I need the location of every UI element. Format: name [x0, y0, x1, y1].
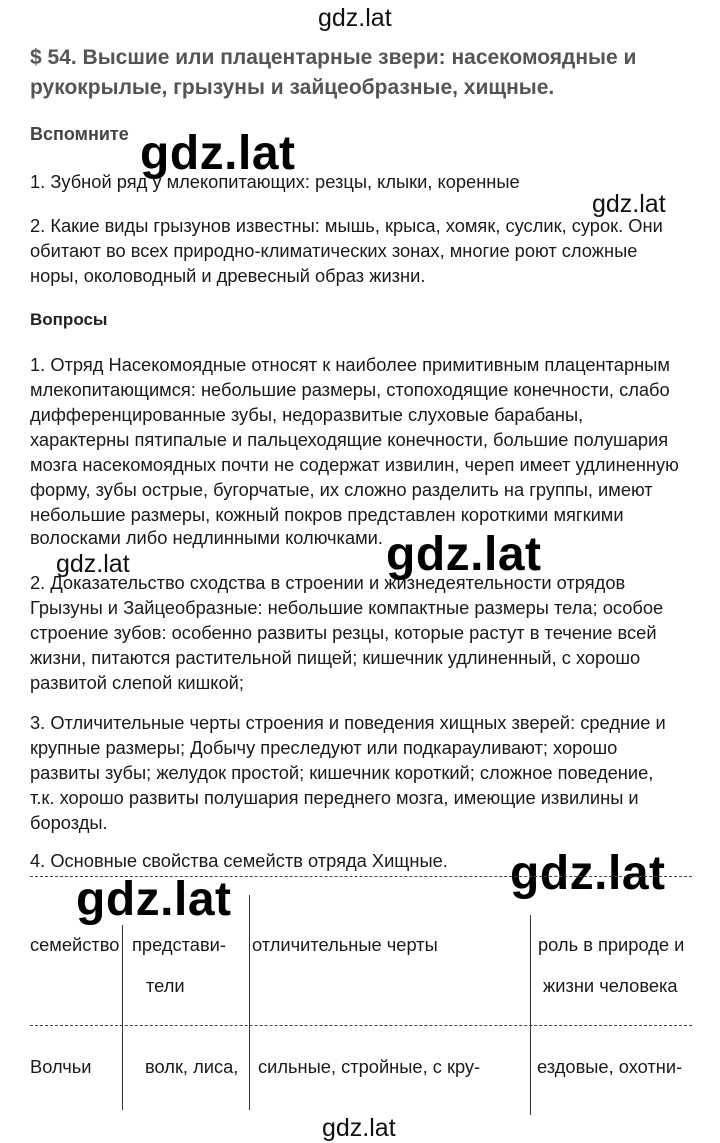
question-2-line-5: развитой слепой кишкой;	[30, 672, 244, 693]
watermark-right: gdz.lat	[592, 190, 666, 218]
question-3-line-3: развиты зубы; желудок простой; кишечник короткий; сложное поведение,	[30, 762, 654, 783]
question-1-line-4: характерны пятипалые и пальцеходящие конечности, большие полушария	[30, 429, 669, 450]
watermark-bottom: gdz.lat	[322, 1114, 396, 1142]
table-col-divider-1	[122, 925, 123, 1110]
table-header-features: отличительные черты	[252, 934, 438, 955]
question-3-line-1: 3. Отличительные черты строения и поведения хищных зверей: средние и	[30, 712, 666, 733]
question-1-line-1: 1. Отряд Насекомоядные относят к наиболее примитивным плацентарным	[30, 354, 670, 375]
question-1-line-3: дифференцированные зубы, недоразвитые слуховые барабаны,	[30, 404, 584, 425]
table-cell-representatives: волк, лиса,	[145, 1056, 239, 1077]
question-3-line-5: борозды.	[30, 812, 108, 833]
watermark-large-3: gdz.lat	[510, 847, 666, 900]
watermark-large-2: gdz.lat	[386, 528, 542, 581]
question-4-line-1: 4. Основные свойства семейств отряда Хищные.	[30, 850, 448, 871]
page-title-line-1: $ 54. Высшие или плацентарные звери: насекомоядные и	[30, 46, 637, 69]
table-cell-family: Волчьи	[30, 1056, 92, 1077]
question-2-line-3: строение зубов: особенно развиты резцы, которые растут в течение всей	[30, 622, 657, 643]
watermark-large-4: gdz.lat	[76, 873, 232, 926]
question-2-line-4: жизни, питаются растительной пищей; кишечник удлиненный, с хорошо	[30, 647, 641, 668]
remember-heading: Вспомните	[30, 124, 129, 144]
remember-2-line-1: 2. Какие виды грызунов известны: мышь, крыса, хомяк, суслик, сурок. Они	[30, 215, 663, 236]
table-header-representatives-1: представи-	[132, 934, 226, 955]
table-cell-role: ездовые, охотни-	[537, 1056, 683, 1077]
questions-heading: Вопросы	[30, 310, 108, 329]
remember-2-line-3: норы, околоводный и древесный образ жизни.	[30, 265, 426, 286]
table-top-rule	[30, 876, 692, 877]
question-1-line-5: мозга насекомоядных почти не содержат извилин, череп имеет удлиненную	[30, 454, 679, 475]
table-cell-features: сильные, стройные, с кру-	[258, 1056, 481, 1077]
remember-1-line-1: 1. Зубной ряд у млекопитающих: резцы, клыки, коренные	[30, 171, 520, 192]
question-1-line-7: небольшие размеры, кожный покров представлен короткими мягкими	[30, 504, 624, 525]
page-title-line-2: рукокрылые, грызуны и зайцеобразные, хищные.	[30, 76, 555, 99]
table-middle-rule	[30, 1025, 692, 1026]
table-header-family: семейство	[30, 934, 120, 955]
table-header-role-2: жизни человека	[543, 975, 678, 996]
question-3-line-4: т.к. хорошо развиты полушария переднего мозга, имеющие извилины и	[30, 787, 639, 808]
watermark-large-1: gdz.lat	[140, 127, 296, 180]
watermark-top: gdz.lat	[318, 4, 392, 32]
question-1-line-2: млекопитающимся: небольшие размеры, стопоходящие конечности, слабо	[30, 379, 670, 400]
question-3-line-2: крупные размеры; Добычу преследуют или подкарауливают; хорошо	[30, 737, 618, 758]
watermark-left: gdz.lat	[56, 550, 130, 578]
table-header-role-1: роль в природе и	[538, 934, 685, 955]
remember-2-line-2: обитают во всех природно-климатических зонах, многие роют сложные	[30, 240, 638, 261]
question-2-line-1: 2. Доказательство сходства в строении и жизнедеятельности отрядов	[30, 572, 626, 593]
question-1-line-8: волосками либо недлинными колючками.	[30, 527, 383, 548]
question-1-line-6: форму, зубы острые, бугорчатые, их сложно разделить на группы, имеют	[30, 479, 653, 500]
table-col-divider-3	[530, 915, 531, 1115]
table-col-divider-2	[249, 895, 250, 1110]
table-header-representatives-2: тели	[146, 975, 185, 996]
question-2-line-2: Грызуны и Зайцеобразные: небольшие компактные размеры тела; особое	[30, 597, 664, 618]
